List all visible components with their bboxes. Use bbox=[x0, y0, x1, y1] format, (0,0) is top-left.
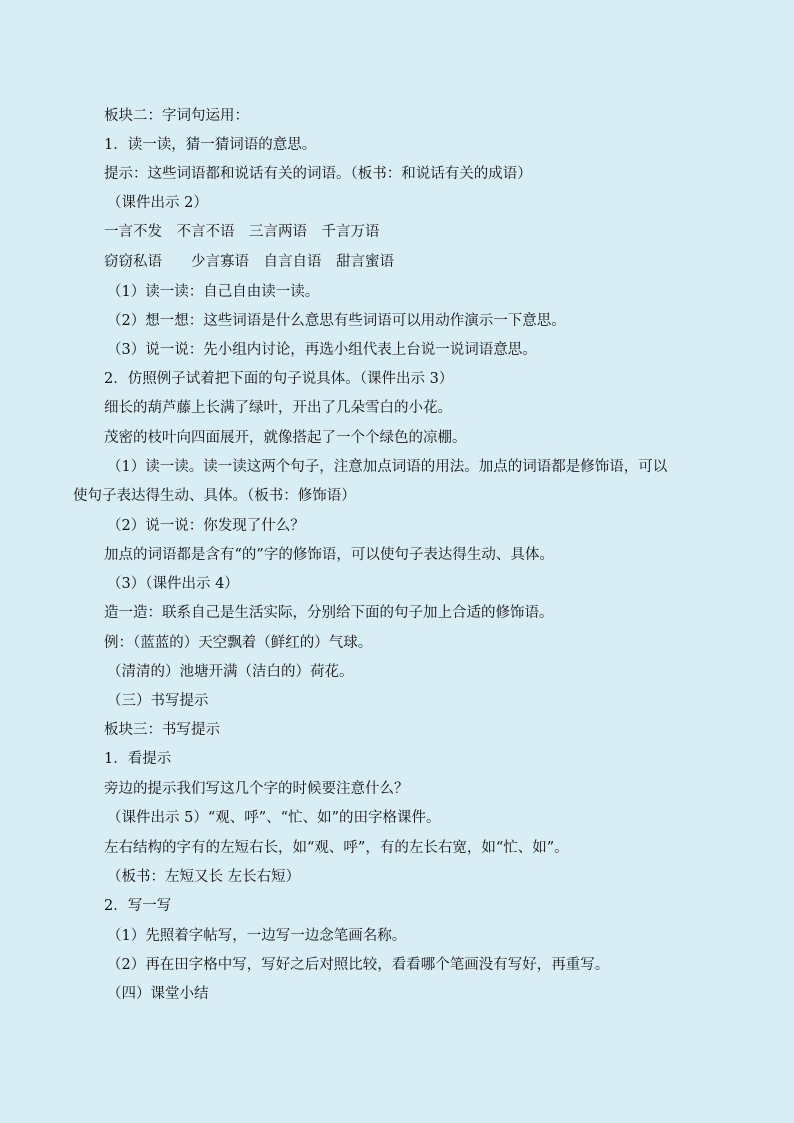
section-heading: （四）课堂小结 bbox=[107, 986, 209, 1002]
text-line: （1）读一读：自己自由读一读。 bbox=[107, 284, 320, 300]
text-line: 造一造：联系自己是生活实际，分别给下面的句子加上合适的修饰语。 bbox=[104, 605, 554, 621]
text-line: 2．仿照例子试着把下面的句子说具体。（课件出示 3） bbox=[104, 371, 454, 387]
text-line: 提示：这些词语都和说话有关的词语。（板书：和说话有关的成语） bbox=[104, 166, 532, 182]
text-line: （课件出示 2） bbox=[107, 195, 208, 211]
section-heading: 板块二：字词句运用： bbox=[104, 108, 249, 124]
text-line: 旁边的提示我们写这几个字的时候要注意什么？ bbox=[104, 781, 409, 797]
text-line: 茂密的枝叶向四面展开，就像搭起了一个个绿色的凉棚。 bbox=[104, 430, 467, 446]
text-line: 例：（蓝蓝的）天空飘着（鲜红的）气球。 bbox=[104, 635, 373, 651]
text-line: 1．读一读，猜一猜词语的意思。 bbox=[104, 137, 317, 153]
text-line: 窃窃私语 少言寡语 自言自语 甜言蜜语 bbox=[104, 254, 394, 270]
text-line: 加点的词语都是含有“的”字的修饰语，可以使句子表达得生动、具体。 bbox=[104, 547, 554, 563]
text-line: （课件出示 5）“观、呼”、“忙、如”的田字格课件。 bbox=[107, 810, 441, 826]
text-line: （1）读一读。读一读这两个句子，注意加点词语的用法。加点的词语都是修饰语，可以 bbox=[107, 459, 668, 475]
text-line: 细长的葫芦藤上长满了绿叶，开出了几朵雪白的小花。 bbox=[104, 400, 452, 416]
section-heading: 板块三：书写提示 bbox=[104, 722, 220, 738]
text-line: 一言不发 不言不语 三言两语 千言万语 bbox=[104, 224, 380, 240]
text-line: （板书：左短又长 左长右短） bbox=[107, 869, 301, 885]
text-line: 2．写一写 bbox=[104, 898, 172, 914]
section-heading: （三）书写提示 bbox=[107, 693, 209, 709]
text-line: 左右结构的字有的左短右长，如“观、呼”，有的左长右宽，如“忙、如”。 bbox=[104, 840, 569, 856]
text-line: 1．看提示 bbox=[104, 751, 172, 767]
text-line: （2）再在田字格中写，写好之后对照比较，看看哪个笔画没有写好，再重写。 bbox=[107, 957, 610, 973]
text-line: （2）想一想：这些词语是什么意思有些词语可以用动作演示一下意思。 bbox=[107, 313, 566, 329]
text-line: （清清的）池塘开满（洁白的）荷花。 bbox=[107, 664, 354, 680]
text-line: （1）先照着字帖写，一边写一边念笔画名称。 bbox=[107, 928, 407, 944]
text-line: 使句子表达得生动、具体。（板书：修饰语） bbox=[73, 488, 356, 504]
text-line: （3）说一说：先小组内讨论，再选小组代表上台说一说词语意思。 bbox=[107, 342, 537, 358]
text-line: （3）（课件出示 4） bbox=[107, 576, 239, 592]
text-line: （2）说一说：你发现了什么？ bbox=[107, 518, 305, 534]
